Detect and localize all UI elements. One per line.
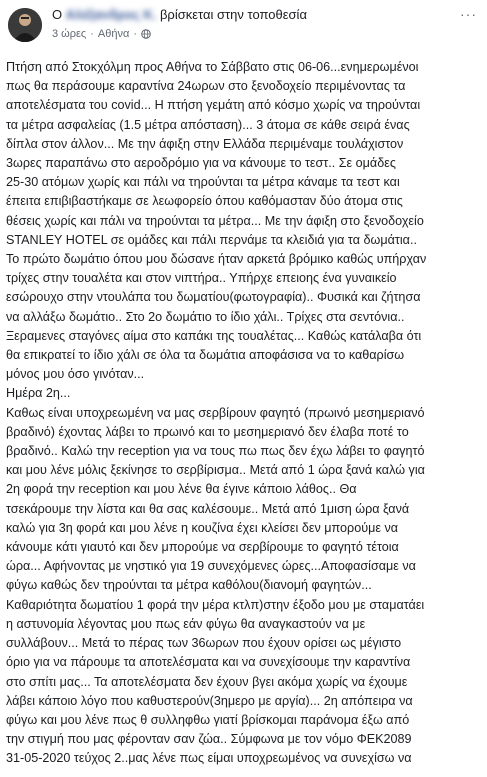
post-text-line: κάνουμε κάτι γιαυτό και δεν μπορούμε να σερβίρουμε το φαγητό τέτοια <box>6 540 399 555</box>
post-text-line: 25-30 ατόμων χωρίς και πάλι να τηρούνται τα μέτρα κάναμε τα τεστ και <box>6 175 400 190</box>
post-text-line: στο σπίτι μας... Τα αποτελέσματα δεν έχουν βγει ακόμα χωρίς να έχουμε <box>6 674 408 689</box>
post-text-line: Το πρώτο δωμάτιο όπου μου δώσανε ήταν αρκετά βρόμικο καθώς υπήρχαν <box>6 252 427 267</box>
post-text-line: να αλλάξω δωμάτιο.. Στο 2ο δωμάτιο το ίδιο χάλι.. Τρίχες στα σεντόνια.. <box>6 309 405 324</box>
profile-photo <box>8 8 42 42</box>
post-text-line: Καθως είναι υποχρεωμένη να μας σερβίρουν φαγητό (πρωινό μεσημεριανό <box>6 405 425 420</box>
post-text-line: θα επικρατεί το ίδιο χάλι σε όλα τα δωμάτια αποφάσισα να το καθαρίσω <box>6 348 405 363</box>
post-text-line: Πτήση από Στοκχόλμη προς Αθήνα το Σάββατο στις 06-06...ενημερωμένοι <box>6 60 419 74</box>
post-text-line: φύγω καθώς δεν τηρούνται τα μέτρα καθόλου(διανομή φαγητών... <box>6 578 372 593</box>
post-text-line: βραδινό.. Καλώ την reception για να τους πω πως δεν έχω λάβει το φαγητό <box>6 444 425 459</box>
post-header <box>0 0 487 58</box>
post-text-line: και μου λένε μόλις ξεκίνησε το σερβίρισμα.. Μετά από 1 ώρα ξανά καλώ για <box>6 463 425 478</box>
post-text-line: 2η φορά την reception και μου λένε θα έγινε κάποιο λάθος.. Θα <box>6 482 357 497</box>
post-text-line: Ξεραμενες σταγόνες αίμα στο καπάκι της τουαλέτας... Καθώς κατάλαβα ότι <box>6 328 422 343</box>
avatar[interactable] <box>8 8 42 42</box>
post-text-line: έπειτα επιβιβαστήκαμε σε λεωφορείο όπου καθόμασταν δύο άτομα στις <box>6 194 403 209</box>
post-text-line: ώρα... Αφήνοντας με νηστικό για 19 συνεχόμενες ώρες...Αποφασίσαμε να <box>6 559 416 574</box>
check-in-text: βρίσκεται στην τοποθεσία <box>159 7 307 22</box>
post-text-line: λάβει κάποιο λόγο που καθυστερούν(3ημερο με αργία)... 2η απόπειρα να <box>6 693 413 708</box>
author-line <box>52 7 307 22</box>
post-text-line: 31-05-2020 τεύχος 2..μας λένε πως είμαι υποχρεωμένος να συνεχίσω να <box>6 751 412 766</box>
post-text-line: δίπλα στον άλλον... Με την άφιξη στην Ελλάδα περιμέναμε τουλάχιστον <box>6 136 404 151</box>
post-timestamp[interactable]: 3 ώρες <box>52 28 87 40</box>
post-text-line: μόνος μου όσο γινόταν... <box>6 367 145 382</box>
more-options-icon[interactable]: ··· <box>460 6 477 22</box>
post-text-line: βραδινό) έχοντας λάβει το πρωινό και το μεσημεριανό δεν έλαβα ποτέ το <box>6 424 409 439</box>
post-text-line: συλλάβουν... Μετά το πέρας των 36ωρων που έχουν ορίσει ως μέγιστο <box>6 636 402 651</box>
post-text-line: η αστυνομία λέγοντας μου πως εάν φύγω θα αναγκαστούν να με <box>6 616 366 631</box>
meta-separator: · <box>90 28 94 40</box>
post-text-line: όριο για να πάρουμε τα αποτελέσματα και να συνεχίσουμε την καραντίνα <box>6 655 411 670</box>
post-text-line: πως θα περάσουμε καραντίνα 24ωρων στο ξενοδοχείο περιμένοντας τα <box>6 79 406 94</box>
post-text-line: φύγω και μου λένε πως θ συλληφθω γιατί βρίσκομαι παράνομα έξω από <box>6 712 410 727</box>
globe-icon[interactable] <box>141 29 151 39</box>
post-text-line: θέσεις χωρίς και πάλι να τηρούνται τα μέτρα... Με την άφιξη στο ξενοδοχείο <box>6 213 424 228</box>
meta-separator: · <box>133 28 138 40</box>
post-body <box>6 58 481 769</box>
post-text-line: 3ωρες παραπάνω στο αεροδρόμιο για να κάνουμε το τεστ.. Σε ομάδες <box>6 156 396 171</box>
post-text-line: Ημέρα 2η... <box>6 386 71 401</box>
post-location[interactable]: Αθήνα <box>97 28 130 40</box>
post-text-line: τσεκάρουμε την λίστα και θα σας καλέσουμε.. Μετά από 1μιση ώρα ξανά <box>6 501 410 516</box>
post-text-line: την στιγμή που μας φέρονταν σαν ζώα.. Σύμφωνα με τον νόμο ΦΕΚ2089 <box>6 732 412 747</box>
post-meta <box>52 28 151 40</box>
post-text-line: Καθαριότητα δωματίου 1 φορά την μέρα κτλπ)στην έξοδο μου με σταματάει <box>6 597 425 612</box>
author-prefix: Ο <box>52 7 63 22</box>
author-name[interactable]: Αλέξανδρος Κ. <box>65 7 157 22</box>
post-text-line: εσώρουχο στην ντουλάπα του δωματίου(φωτογραφία).. Φυσικά και ζήτησα <box>6 290 421 305</box>
post-text-line: καλώ για 3η φορά και μου λένε η κουζίνα έχει κλείσει δεν μπορούμε να <box>6 520 399 535</box>
post-text-line: τα μέτρα ασφαλείας (1.5 μέτρα απόσταση)... 3 άτομα σε κάθε σειρά ένας <box>6 117 410 132</box>
post-text-line: STANLEY HOTEL σε ομάδες και πάλι περνάμε τα κλειδιά για τα δωμάτια.. <box>6 232 417 247</box>
post-text-line: τρίχες στην τουαλέτα και στον νιπτήρα.. Υπήρχε επειοης ένα γυναικείο <box>6 271 397 286</box>
post-text-line: αποτελέσματα του covid... Η πτήση γεμάτη από κόσμο χωρίς να τηρούνται <box>6 98 421 113</box>
